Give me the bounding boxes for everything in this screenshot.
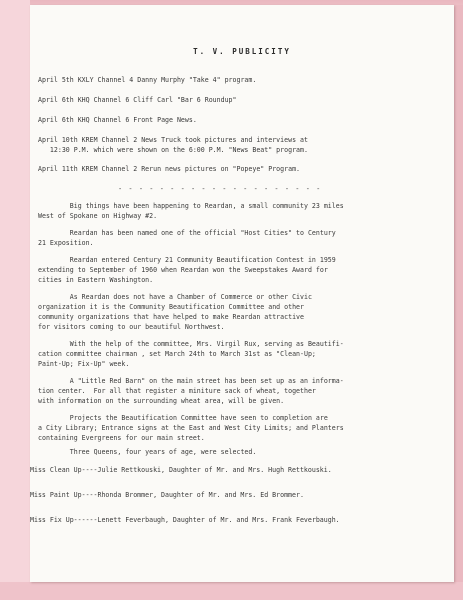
paragraph-cleanup-week: With the help of the committee, Mrs. Virgil Rux, serving as Beautifi- cation committee chairman , set March 24th to March 31st as "Clean-Up; Paint-Up; Fix-Up" week. [38,340,344,368]
album-bottom-margin [0,582,463,600]
paragraph-big-things: Big things have been happening to Reardan, a small community 23 miles West of Spokane on Highway #2. [38,202,344,220]
tv-listing-krem-popeye: April 11th KREM Channel 2 Rerun news pictures on "Popeye" Program. [38,165,301,173]
tv-listing-khq-bar6: April 6th KHQ Channel 6 Cliff Carl "Bar 6 Roundup" [38,96,237,104]
tv-listing-khq-front-page: April 6th KHQ Channel 6 Front Page News. [38,116,197,124]
paragraph-civic: As Reardan does not have a Chamber of Commerce or other Civic organization it is the Community Beautification Committee and other community organizations that have helped to make Reardan attractive for visitors coming to our beautiful Northwest. [38,293,312,331]
tv-listing-krem-news-truck: April 10th KREM Channel 2 News Truck took pictures and interviews at 12:30 P.M. which were shown on the 6:00 P.M. "News Beat" program. [38,136,308,154]
tv-listing-kxly: April 5th KXLY Channel 4 Danny Murphy "Take 4" program. [38,76,257,84]
section-divider: - - - - - - - - - - - - - - - - - - - - [118,185,322,193]
paragraph-contest: Reardan entered Century 21 Community Beautification Contest in 1959 extending to September of 1960 when Reardan won the Sweepstakes Award for cities in Eastern Washington. [38,256,336,284]
paragraph-red-barn: A "Little Red Barn" on the main street has been set up as an informa- tion center. For all that register a miniture sack of wheat, together with information on the surrounding wheat area, will be given. [38,377,344,405]
album-left-margin [0,0,30,600]
album-right-margin [454,5,463,582]
paragraph-queens-intro: Three Queens, four years of age, were selected. [38,448,257,456]
page-heading: T. V. PUBLICITY [193,47,291,56]
paragraph-host-cities: Reardan has been named one of the official "Host Cities" to Century 21 Exposition. [38,229,336,247]
paragraph-projects: Projects the Beautification Committee have seen to completion are a City Library; Entrance signs at the East and West City Limits; and Planters containing Evergreens for our main street. [38,414,344,442]
typed-page [30,5,454,582]
queen-paint-up: Miss Paint Up----Rhonda Brommer, Daughter of Mr. and Mrs. Ed Brommer. [30,491,304,499]
queen-fix-up: Miss Fix Up------Lenett Feverbaugh, Daughter of Mr. and Mrs. Frank Feverbaugh. [30,516,340,524]
queen-clean-up: Miss Clean Up----Julie Rettkouski, Daughter of Mr. and Mrs. Hugh Rettkouski. [30,466,332,474]
